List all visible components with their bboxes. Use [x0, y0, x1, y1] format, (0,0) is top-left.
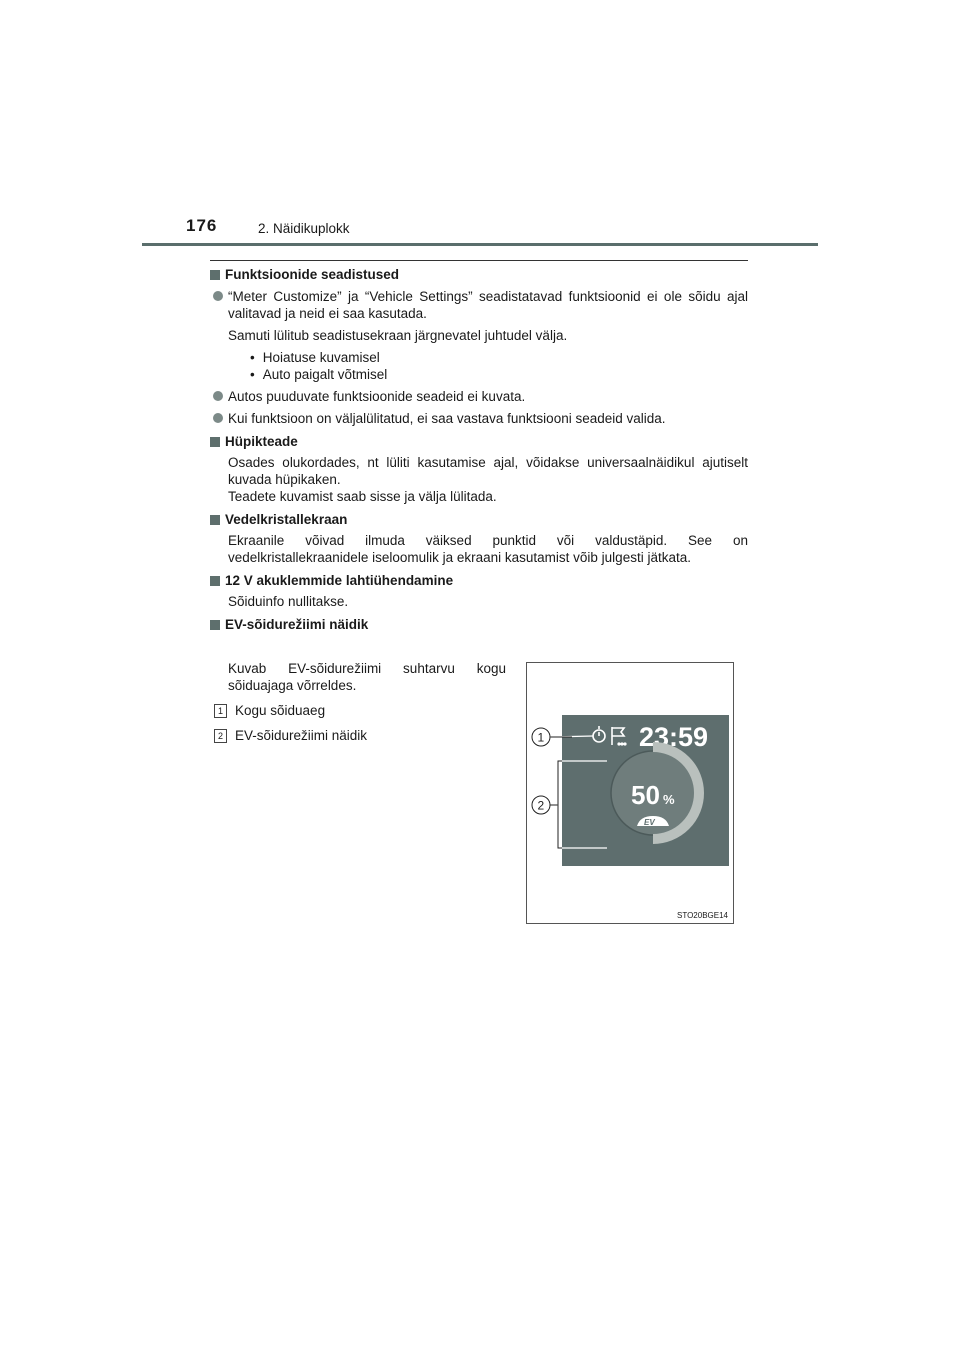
- figure-code: STO20BGE14: [677, 911, 728, 920]
- legend-item: 2 EV-sõidurežiimi näidik: [228, 727, 506, 744]
- circle-bullet-icon: [213, 391, 223, 401]
- section-rule: [210, 260, 748, 261]
- chapter-title: 2. Näidikuplokk: [258, 221, 350, 236]
- svg-text:EV: EV: [644, 818, 655, 827]
- section-heading: EV-sõidurežiimi näidik: [210, 616, 748, 633]
- square-bullet-icon: [210, 515, 220, 525]
- ev-percent-value: 50: [631, 780, 660, 810]
- percent-sign: %: [663, 792, 675, 807]
- bullet-item: “Meter Customize” ja “Vehicle Settings” seadistatavad funktsioonid ei ole sõidu ajal valitavad ja neid ei saa kasutada.: [210, 288, 748, 322]
- total-drive-time: 23:59: [639, 722, 709, 752]
- main-content: [210, 266, 748, 633]
- bullet-item: Autos puuduvate funktsioonide seadeid ei kuvata.: [210, 388, 748, 405]
- section-heading: Vedelkristallekraan: [210, 511, 748, 528]
- legend-item: 1 Kogu sõiduaeg: [228, 702, 506, 719]
- bullet-item: Kui funktsioon on väljalülitatud, ei saa vastava funktsiooni seadeid valida.: [210, 410, 748, 427]
- section-heading: Funktsioonide seadistused: [210, 266, 748, 283]
- square-bullet-icon: [210, 270, 220, 280]
- list-item: • Auto paigalt võtmisel: [250, 366, 748, 383]
- square-bullet-icon: [210, 620, 220, 630]
- header-rule: [142, 243, 818, 246]
- square-bullet-icon: [210, 576, 220, 586]
- ev-description: [217, 660, 506, 744]
- meter-illustration: [527, 663, 733, 923]
- circle-bullet-icon: [213, 291, 223, 301]
- list-item: • Hoiatuse kuvamisel: [250, 349, 748, 366]
- circle-bullet-icon: [213, 413, 223, 423]
- sub-list: [228, 349, 748, 383]
- paragraph: Sõiduinfo nullitakse.: [228, 594, 349, 609]
- note-text: Samuti lülitub seadistusekraan järgnevatel juhtudel välja.: [228, 328, 568, 343]
- page-number: 176: [186, 216, 218, 235]
- section-heading: Hüpikteade: [210, 433, 748, 450]
- paragraph: Kuvab EV-sõidurežiimi suhtarvu kogu sõiduajaga võrreldes.: [228, 661, 506, 693]
- square-bullet-icon: [210, 437, 220, 447]
- callout-2-label: 2: [537, 798, 545, 813]
- paragraph: Teadete kuvamist saab sisse ja välja lülitada.: [228, 489, 497, 504]
- ev-indicator-figure: [526, 662, 734, 924]
- section-heading: 12 V akuklemmide lahtiühendamine: [210, 572, 748, 589]
- number-2-icon: 2: [214, 729, 227, 743]
- paragraph: Ekraanile võivad ilmuda väiksed punktid või valdustäpid. See on vedelkristallekraanidele iseloomulik ja ekraani kasutamist võib julgesti jätkata.: [228, 533, 748, 565]
- paragraph: Osades olukordades, nt lüliti kasutamise ajal, võidakse universaalnäidikul ajutiselt kuvada hüpikaken.: [228, 455, 748, 487]
- callout-1-label: 1: [537, 730, 545, 745]
- number-1-icon: 1: [214, 704, 227, 718]
